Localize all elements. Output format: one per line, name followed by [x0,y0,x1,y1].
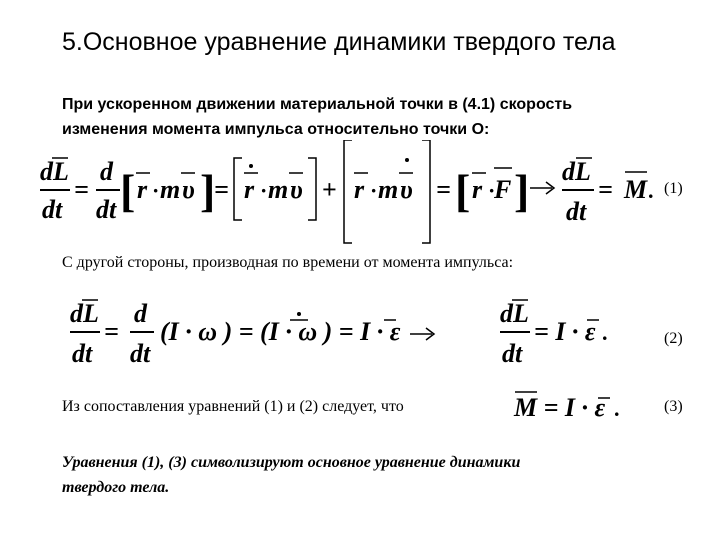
eq2-dt3: dt [502,339,523,368]
eq1-r1: r [137,175,148,204]
intro-line-1: При ускоренном движении материальной точки в (4.1) скорость [62,96,573,113]
conclusion-line-1: Уравнения (1), (3) символизируют основное уравнение динамики [62,454,521,471]
svg-text:=: = [74,175,89,204]
equation-number-3: (3) [664,398,683,415]
conclusion-line-2: твердого тела. [62,479,170,496]
eq1-v1: υ [182,175,195,204]
eq1-dL2: dL [562,157,591,186]
eq1-dt3: dt [566,197,587,226]
eq1-dL: dL [40,157,69,186]
eq1-v2: υ [290,175,303,204]
svg-text:.: . [648,178,654,203]
eq1-r2: r [244,175,255,204]
eq1-v3: υ [400,175,413,204]
eq2-middle: (I · ω ) = (I · ω ) = I · ε [160,317,401,346]
intro-paragraph [62,92,572,142]
other-side-text: С другой стороны, производная по времени от момента импульса: [62,254,514,271]
page-title: 5.Основное уравнение динамики твердого тела [62,28,616,56]
eq1-dt: dt [42,195,63,224]
eq1-M: M [624,175,648,204]
svg-text:=: = [598,175,613,204]
eq1-m1: m [160,175,181,204]
svg-text:·: · [152,178,160,203]
svg-text:·: · [260,178,268,203]
intro-line-2: изменения момента импульса относительно точки О: [62,121,490,138]
comparison-text: Из сопоставления уравнений (1) и (2) следует, что [62,398,404,415]
svg-text:=: = [104,317,119,346]
eq1-d: d [100,157,113,186]
eq1-r3: r [354,175,365,204]
equation-number-2: (2) [664,330,683,347]
equation-2 [0,292,720,372]
eq2-dL2: dL [500,299,529,328]
eq2-dt2: dt [130,339,151,368]
eq1-r4: r [472,175,483,204]
svg-text:·: · [370,178,378,203]
conclusion-paragraph [62,450,520,500]
svg-text:+: + [322,175,337,204]
svg-text:=: = [436,175,451,204]
equation-1 [0,140,720,255]
eq2-d: d [134,299,147,328]
equation-3 [500,386,630,426]
eq1-m2: m [268,175,289,204]
eq2-dL: dL [70,299,99,328]
eq2-rhs: = I · ε [534,317,596,346]
svg-text:[: [ [455,165,471,216]
eq1-dt2: dt [96,195,117,224]
svg-text:[: [ [120,165,136,216]
svg-text:=: = [214,175,229,204]
eq2-dt: dt [72,339,93,368]
equation-number-1: (1) [664,180,683,197]
svg-text:]: ] [200,165,216,216]
svg-text:]: ] [514,165,530,216]
svg-text:.: . [614,396,620,421]
eq1-F: F [494,175,512,204]
eq1-m3: m [378,175,399,204]
svg-text:.: . [602,320,608,345]
svg-text:·: · [488,178,496,203]
eq3-text: M = I · ε [514,393,606,422]
